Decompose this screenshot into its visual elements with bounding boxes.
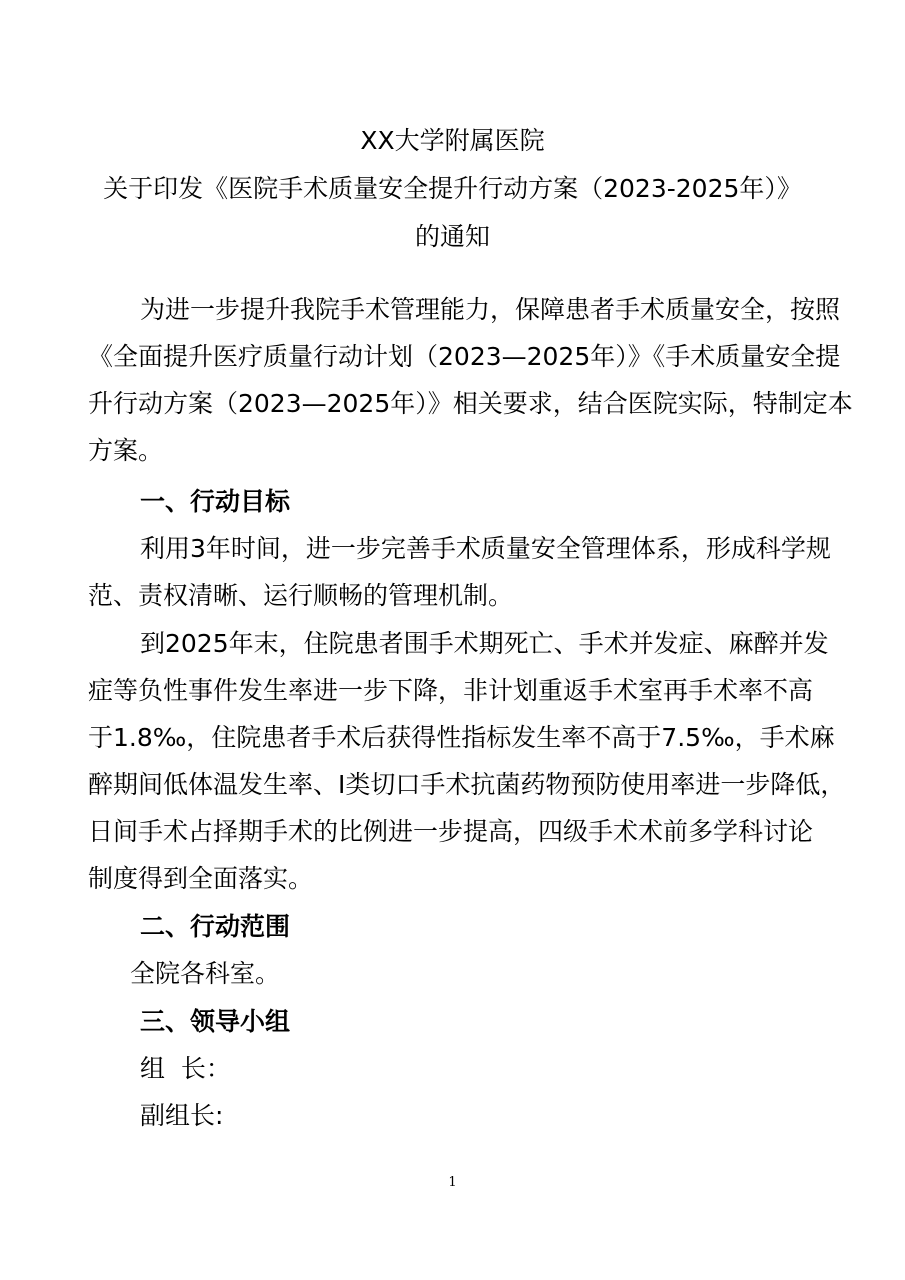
leader-label: 组 长： <box>140 1054 231 1083</box>
intro-line: 方案。 <box>88 436 164 465</box>
targets-paragraph-line: 到2025年末，住院患者围手术期死亡、手术并发症、麻醉并发 <box>140 629 829 658</box>
goals-paragraph-line: 利用3年时间，进一步完善手术质量安全管理体系，形成科学规 <box>140 534 831 563</box>
targets-paragraph-line: 于1.8‰，住院患者手术后获得性指标发生率不高于7.5‰，手术麻 <box>88 723 835 752</box>
scope-body: 全院各科室。 <box>130 959 281 988</box>
targets-paragraph-line: 症等负性事件发生率进一步下降，非计划重返手术室再手术率不高 <box>88 676 814 705</box>
targets-paragraph-line: 制度得到全面落实。 <box>88 864 314 893</box>
section-heading-goals: 一、行动目标 <box>140 487 291 516</box>
section-heading-scope: 二、行动范围 <box>140 912 291 941</box>
intro-line: 《全面提升医疗质量行动计划（2023—2025年）》《手术质量安全提 <box>88 342 841 371</box>
deputy-leader-label: 副组长: <box>140 1101 224 1130</box>
page-number: 1 <box>448 1175 457 1190</box>
document-title-main: 关于印发《医院手术质量安全提升行动方案（2023-2025年）》 <box>103 174 802 203</box>
intro-line: 为进一步提升我院手术管理能力，保障患者手术质量安全，按照 <box>140 295 841 324</box>
targets-paragraph-line: 醉期间低体温发生率、I类切口手术抗菌药物预防使用率进一步降低， <box>88 770 846 799</box>
section-heading-leadership: 三、领导小组 <box>140 1007 291 1036</box>
document-title-hospital: XX大学附属医院 <box>360 126 545 155</box>
intro-line: 升行动方案（2023—2025年）》相关要求，结合医院实际，特制定本 <box>88 389 853 418</box>
document-title-suffix: 的通知 <box>414 222 490 251</box>
goals-paragraph-line: 范、责权清晰、运行顺畅的管理机制。 <box>88 581 514 610</box>
targets-paragraph-line: 日间手术占择期手术的比例进一步提高，四级手术术前多学科讨论 <box>88 817 814 846</box>
